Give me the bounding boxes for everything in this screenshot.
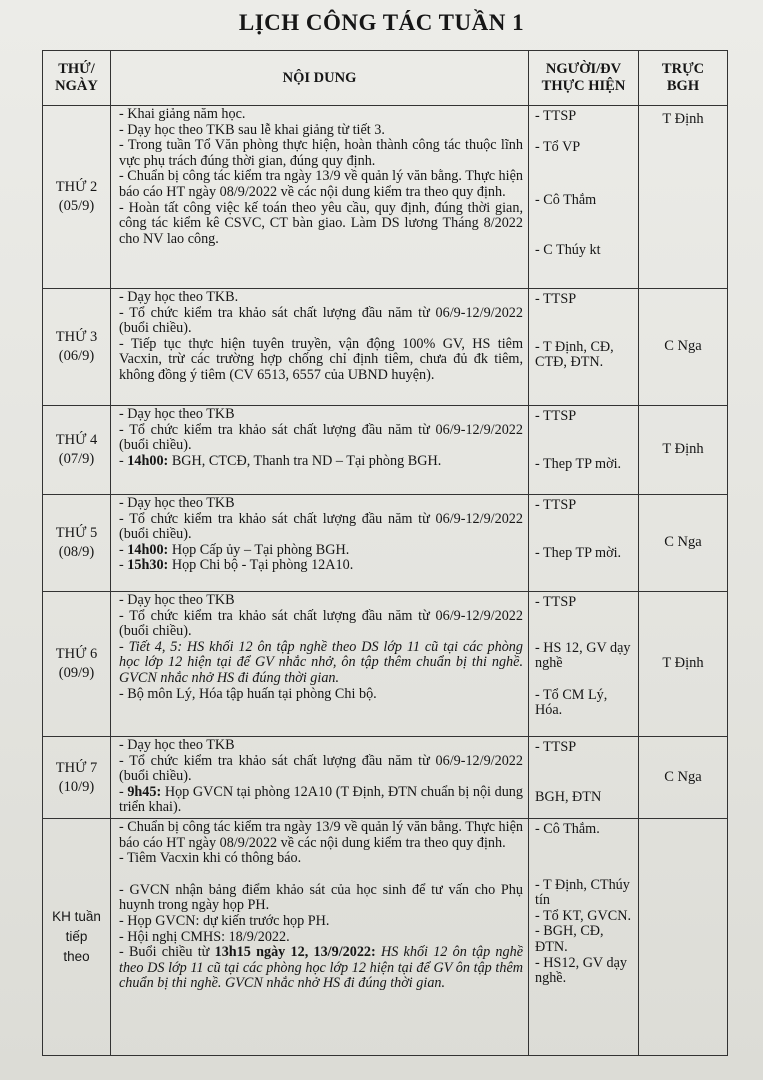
- people-item: - Tổ KT, GVCN.: [535, 907, 632, 924]
- duty-cell: T Định: [639, 592, 728, 737]
- content-item: - Tổ chức kiểm tra khảo sát chất lượng đầu năm từ 06/9-12/9/2022 (buổi chiều).: [119, 510, 523, 543]
- header-day-line1: THỨ/: [58, 61, 95, 77]
- content-item: - Tổ chức kiểm tra khảo sát chất lượng đầu năm từ 06/9-12/9/2022 (buổi chiều).: [119, 421, 523, 454]
- day-cell: [43, 819, 111, 1056]
- content-item: - Bộ môn Lý, Hóa tập huấn tại phòng Chi bộ.: [119, 685, 377, 702]
- day-date: (09/9): [58, 665, 95, 681]
- day-cell: [43, 106, 111, 289]
- content-cell: [111, 592, 529, 737]
- duty-cell: C Nga: [639, 495, 728, 592]
- day-date: (06/9): [58, 348, 95, 364]
- people-item: - Cô Thắm: [535, 192, 597, 209]
- day-cell: [43, 737, 111, 819]
- header-duty-line2: BGH: [666, 78, 700, 94]
- content-item: - Tiêm Vacxin khi có thông báo.: [119, 850, 302, 867]
- duty-cell: [639, 819, 728, 1056]
- people-item: - Thep TP mời.: [535, 455, 622, 472]
- people-cell: [529, 106, 639, 289]
- table-row-thu6: [43, 592, 728, 737]
- content-item: - Tổ chức kiểm tra khảo sát chất lượng đầu năm từ 06/9-12/9/2022 (buổi chiều).: [119, 304, 523, 337]
- content-text: Họp Cấp ủy – Tại phòng BGH.: [168, 541, 350, 558]
- content-item: - GVCN nhận bảng điểm khảo sát của học sinh để tư vấn cho Phụ huynh trong ngày họp PH.: [119, 881, 523, 914]
- content-item: - Tổ chức kiểm tra khảo sát chất lượng đầu năm từ 06/9-12/9/2022 (buổi chiều).: [119, 607, 523, 640]
- day-name: KH tuần: [52, 909, 101, 924]
- content-item: - 9h45: Họp GVCN tại phòng 12A10 (T Định, ĐTN chuẩn bị nội dung triển khai).: [119, 783, 523, 816]
- time-label: 14h00:: [127, 452, 169, 469]
- day-name: THỨ 5: [55, 525, 98, 541]
- content-item: [119, 945, 523, 992]
- table-row-next-week: [43, 819, 728, 1056]
- people-item: - TTSP: [535, 408, 577, 424]
- people-cell: [529, 289, 639, 406]
- content-text: - Buổi chiều từ: [119, 944, 215, 961]
- people-item: - BGH, CĐ, ĐTN.: [535, 923, 604, 955]
- time-label: 13h15 ngày 12, 13/9/2022:: [214, 944, 376, 961]
- day-cell: [43, 592, 111, 737]
- content-item: - Dạy học theo TKB sau lễ khai giảng từ tiết 3.: [119, 121, 385, 138]
- header-duty-line1: TRỰC: [661, 61, 705, 77]
- content-item: - 14h00: BGH, CTCĐ, Thanh tra ND – Tại phòng BGH.: [119, 452, 442, 469]
- content-cell: [111, 737, 529, 819]
- people-item: - TTSP: [535, 108, 577, 124]
- people-item: - TTSP: [535, 291, 577, 307]
- content-cell: [111, 495, 529, 592]
- content-item: - Tổ chức kiểm tra khảo sát chất lượng đầu năm từ 06/9-12/9/2022 (buổi chiều).: [119, 752, 523, 785]
- content-item: - Hội nghị CMHS: 18/9/2022.: [119, 928, 290, 945]
- content-item: - Chuẩn bị công tác kiểm tra ngày 13/9 về quản lý văn bằng. Thực hiện báo cáo HT ngày 08/9/2022 về các nội dung kiểm tra theo quy định.: [119, 168, 523, 200]
- people-item: - TTSP: [535, 739, 577, 755]
- content-item: - Chuẩn bị công tác kiểm tra ngày 13/9 về quản lý văn bằng. Thực hiện báo cáo HT ngày 08/9/2022 về các nội dung kiểm tra theo quy định.: [119, 819, 523, 851]
- day-name: THỨ 6: [55, 646, 98, 662]
- day-cell: [43, 406, 111, 495]
- page-title: LỊCH CÔNG TÁC TUẦN 1: [238, 10, 525, 35]
- people-cell: [529, 737, 639, 819]
- time-label: 9h45:: [127, 783, 162, 800]
- content-item: - Dạy học theo TKB.: [119, 289, 239, 305]
- content-text: Họp GVCN tại phòng 12A10 (T Định, ĐTN chuẩn bị nội dung triển khai).: [119, 783, 523, 816]
- header-duty: [639, 51, 728, 106]
- duty-cell: T Định: [639, 106, 728, 289]
- table-row-thu5: [43, 495, 728, 592]
- people-item: - C Thúy kt: [535, 241, 601, 258]
- content-item: - Dạy học theo TKB: [119, 406, 235, 422]
- content-item: - Họp GVCN: dự kiến trước họp PH.: [119, 912, 330, 929]
- content-text: BGH, CTCĐ, Thanh tra ND – Tại phòng BGH.: [168, 452, 442, 469]
- people-item: - Thep TP mời.: [535, 544, 622, 561]
- day-date: (10/9): [58, 778, 95, 795]
- content-text: Tiết 4, 5: HS khối 12 ôn tập nghề theo DS lớp 11 cũ tại các phòng học lớp 12 hiện tại để GV nhắc nhở, ôn tập thêm chuẩn bị thi nghề. GVCN nhắc nhở HS đi đúng thời gian.: [119, 638, 523, 686]
- people-item: - Tổ VP: [535, 138, 581, 155]
- content-cell: [111, 819, 529, 1056]
- content-item: - 15h30: Họp Chi bộ - Tại phòng 12A10.: [119, 557, 354, 574]
- people-item: - T Định, CĐ, CTĐ, ĐTN.: [535, 338, 614, 371]
- header-row: [43, 51, 728, 106]
- people-cell: [529, 406, 639, 495]
- people-item: - Tổ CM Lý, Hóa.: [535, 686, 608, 719]
- people-item: - TTSP: [535, 594, 577, 610]
- day-name: tiếp: [65, 929, 88, 944]
- content-item: - 14h00: Họp Cấp ủy – Tại phòng BGH.: [119, 541, 350, 558]
- content-cell: [111, 106, 529, 289]
- header-people: [529, 51, 639, 106]
- day-cell: [43, 289, 111, 406]
- content-item: - Khai giảng năm học.: [119, 106, 246, 122]
- day-name: THỨ 4: [55, 432, 98, 448]
- day-name: THỨ 7: [55, 759, 98, 776]
- content-item: - Tiếp tục thực hiện tuyên truyền, vận động 100% GV, HS tiêm Vacxin, trừ các trường hợp chống chỉ định tiêm, chưa đủ đk tiêm, không đồng ý tiêm (CV 6513, 6557 của UBND huyện).: [119, 335, 523, 383]
- header-day: [43, 51, 111, 106]
- day-date: (05/9): [58, 198, 95, 214]
- day-name: THỨ 2: [55, 179, 98, 195]
- people-item: BGH, ĐTN: [535, 788, 602, 805]
- duty-cell: T Định: [639, 406, 728, 495]
- table-row-thu2: [43, 106, 728, 289]
- people-cell: [529, 495, 639, 592]
- people-item: - T Định, CThúy tín: [535, 876, 630, 909]
- duty-cell: C Nga: [639, 737, 728, 819]
- day-name: THỨ 3: [55, 329, 98, 345]
- header-day-line2: NGÀY: [55, 78, 98, 94]
- people-item: - HS 12, GV dạy nghề: [535, 639, 631, 672]
- header-people-line2: THỰC HIỆN: [541, 78, 626, 94]
- day-name: theo: [63, 949, 90, 964]
- schedule-table: [42, 50, 728, 1056]
- day-date: (08/9): [58, 544, 95, 560]
- table-row-thu4: [43, 406, 728, 495]
- time-label: 14h00:: [127, 541, 169, 558]
- content-item: - Dạy học theo TKB: [119, 737, 235, 753]
- people-item: - HS12, GV dạy nghề.: [535, 954, 627, 987]
- content-cell: [111, 289, 529, 406]
- duty-cell: C Nga: [639, 289, 728, 406]
- content-text: Họp Chi bộ - Tại phòng 12A10.: [168, 557, 354, 574]
- people-item: - Cô Thắm.: [535, 821, 600, 837]
- people-cell: [529, 819, 639, 1056]
- content-item: - Trong tuần Tổ Văn phòng thực hiện, hoàn thành công tác thuộc lĩnh vực phụ trách đúng thời gian, đúng quy định.: [119, 137, 523, 169]
- content-item: - Dạy học theo TKB: [119, 495, 235, 511]
- header-content: NỘI DUNG: [111, 51, 529, 106]
- header-people-line1: NGƯỜI/ĐV: [545, 61, 622, 77]
- content-cell: [111, 406, 529, 495]
- people-item: - TTSP: [535, 497, 577, 513]
- content-text: HS khối 12 ôn tập nghề theo DS lớp 11 cũ tại các phòng học lớp 12 hiện tại để GV ôn tập thêm chuẩn bị thi nghề. GVCN nhắc nhở HS đi đúng thời gian.: [119, 944, 523, 992]
- people-cell: [529, 592, 639, 737]
- content-item: - Hoàn tất công việc kế toán theo yêu cầu, quy định, đúng thời gian, công tác kiểm kê CSVC, CT bàn giao. Làm DS lương Tháng 8/2022 cho NV lao công.: [119, 199, 523, 247]
- time-label: 15h30:: [127, 557, 169, 574]
- day-date: (07/9): [58, 451, 95, 467]
- table-row-thu7: [43, 737, 728, 819]
- day-cell: [43, 495, 111, 592]
- table-row-thu3: [43, 289, 728, 406]
- content-item: - Dạy học theo TKB: [119, 592, 235, 608]
- content-item: - Tiết 4, 5: HS khối 12 ôn tập nghề theo DS lớp 11 cũ tại các phòng học lớp 12 hiện tại để GV nhắc nhở, ôn tập thêm chuẩn bị thi nghề. GVCN nhắc nhở HS đi đúng thời gian.: [119, 638, 523, 686]
